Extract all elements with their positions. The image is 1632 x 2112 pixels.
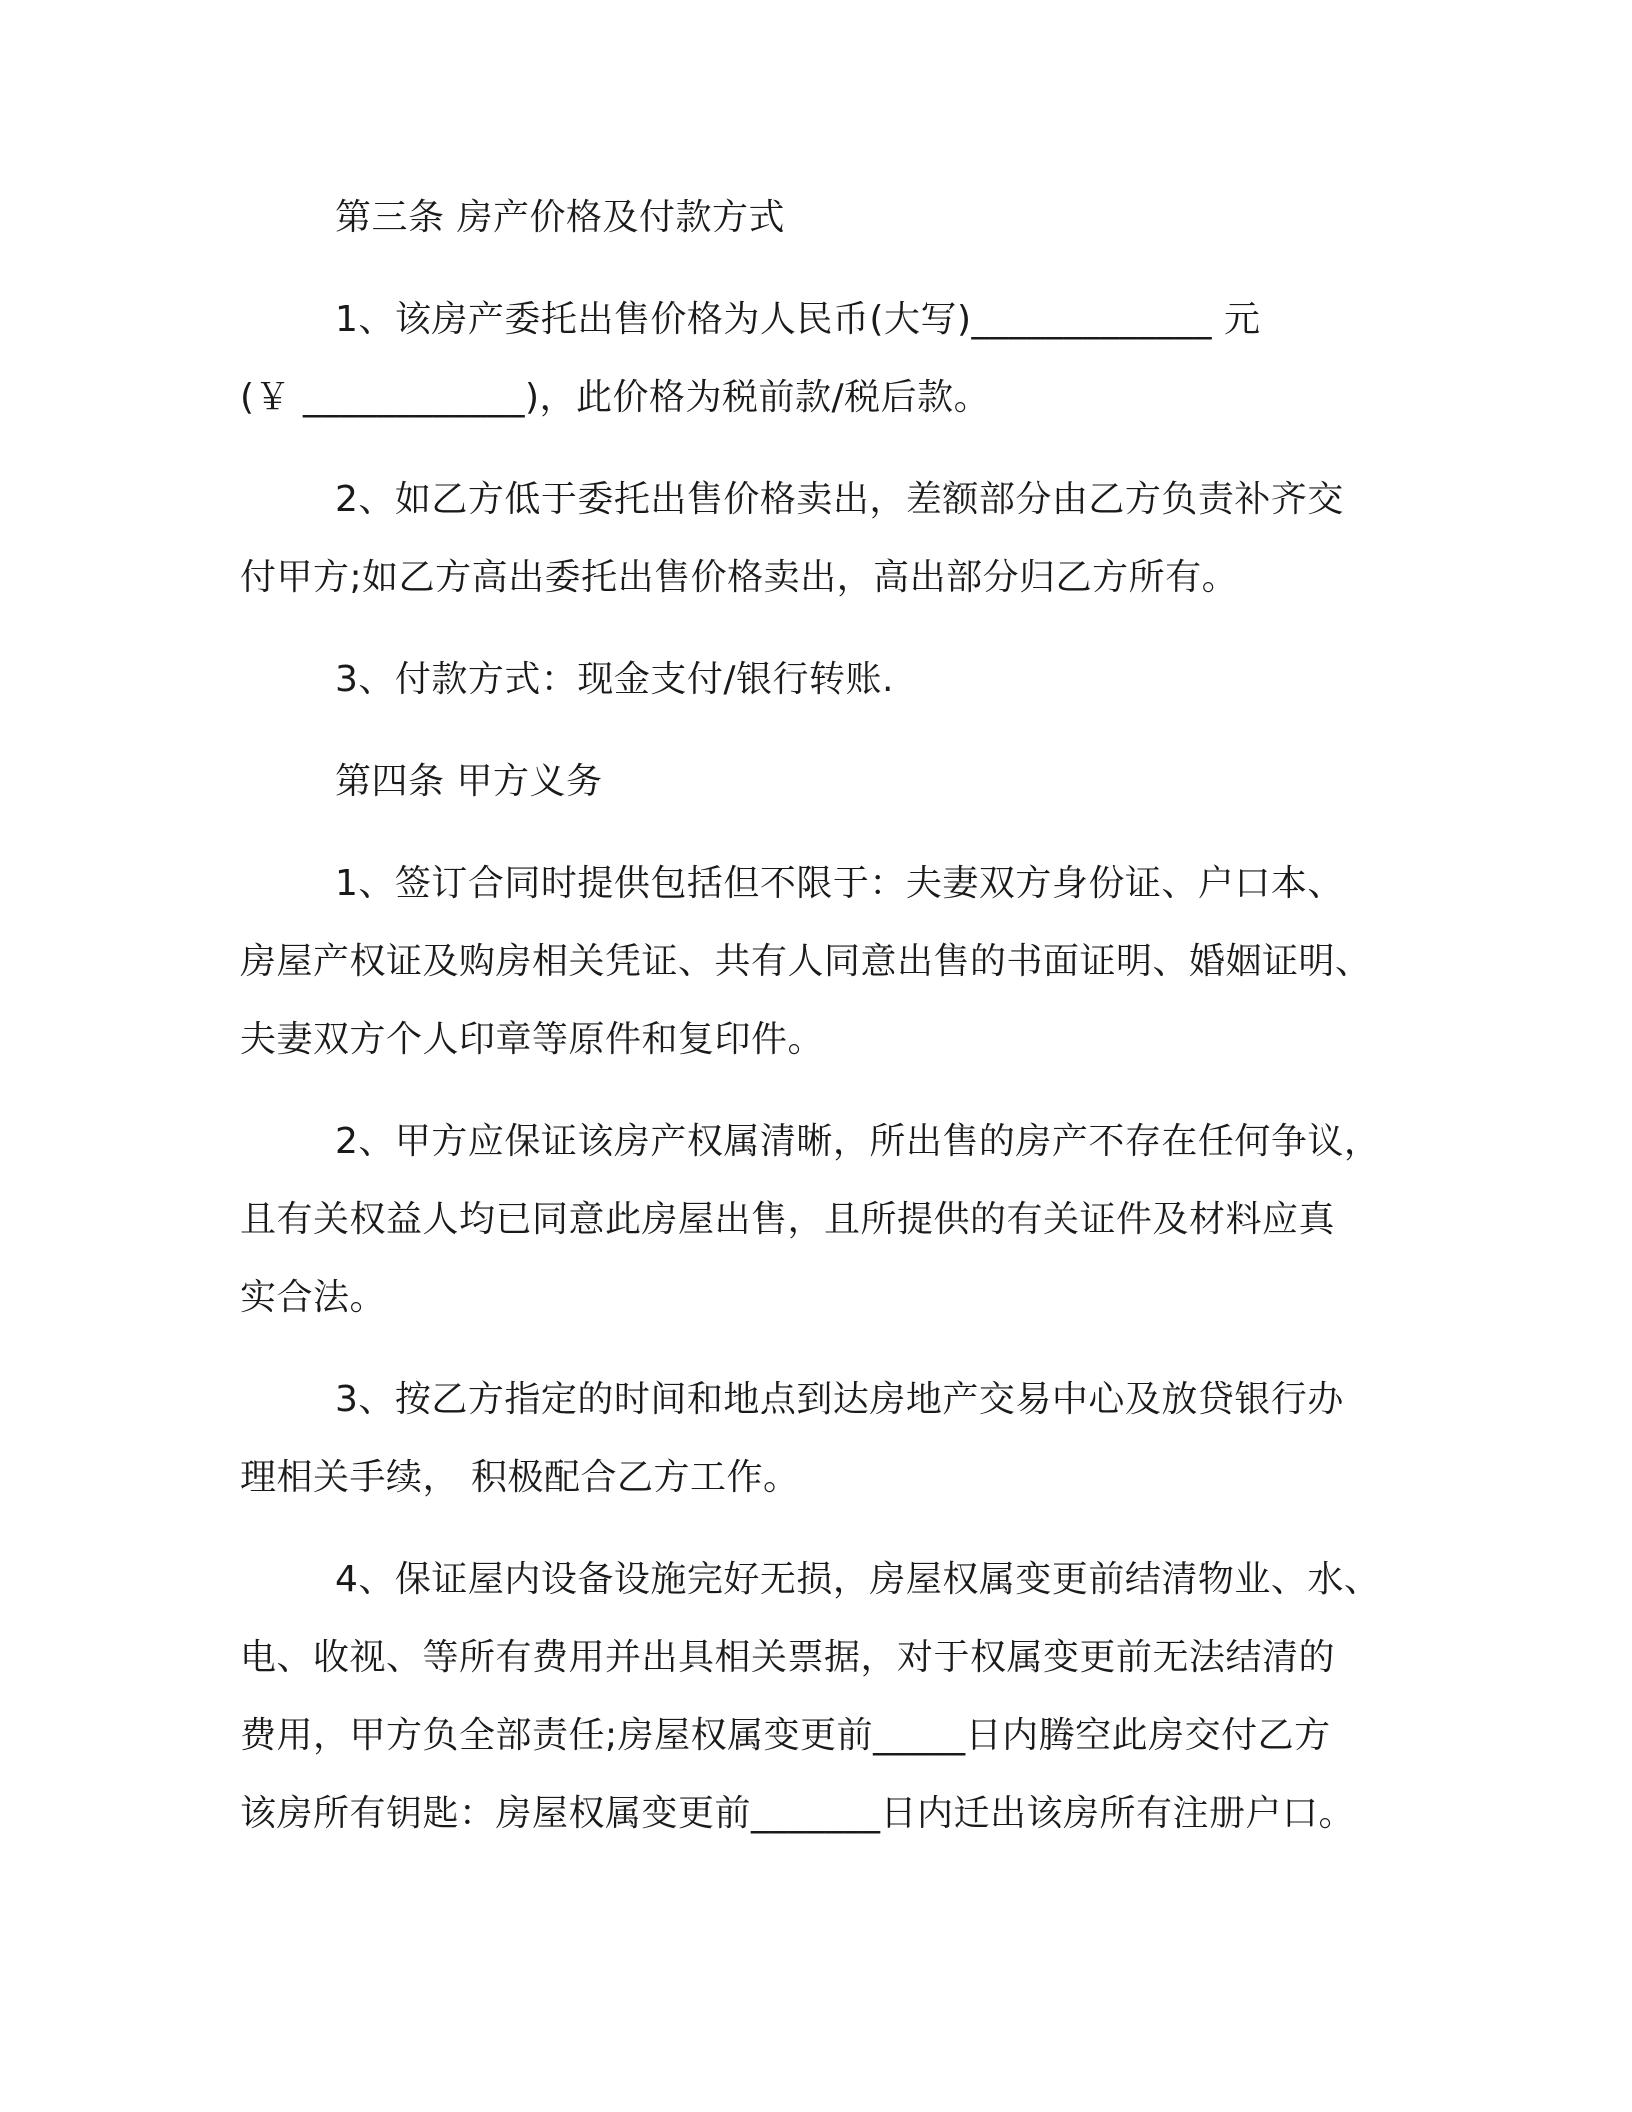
- article-4-item-2-line-1: 2、甲方应保证该房产权属清晰，所出售的房产不存在任何争议，: [335, 1121, 1381, 1162]
- article-3-item-2-line-2: 付甲方;如乙方高出委托出售价格卖出，高出部分归乙方所有。: [240, 557, 1239, 598]
- article-4-item-4-line-2: 电、收视、等所有费用并出具相关票据，对于权属变更前无法结清的: [240, 1637, 1336, 1678]
- article-4-heading: 第四条 甲方义务: [335, 761, 603, 802]
- article-4-item-1-line-1: 1、签订合同时提供包括但不限于：夫妻双方身份证、户口本、: [335, 863, 1344, 904]
- article-4-item-4-line-3: 费用，甲方负全部责任;房屋权属变更前_____日内腾空此房交付乙方: [240, 1715, 1331, 1756]
- article-4-item-3-line-1: 3、按乙方指定的时间和地点到达房地产交易中心及放贷银行办: [335, 1379, 1344, 1420]
- article-4-item-4-line-4: 该房所有钥匙：房屋权属变更前_______日内迁出该房所有注册户口。: [240, 1793, 1356, 1834]
- article-3-item-1-line-1: 1、该房产委托出售价格为人民币(大写)_____________ 元: [335, 299, 1261, 340]
- article-4-item-1-line-2: 房屋产权证及购房相关凭证、共有人同意出售的书面证明、婚姻证明、: [240, 941, 1372, 982]
- article-4-item-4-line-1: 4、保证屋内设备设施完好无损，房屋权属变更前结清物业、水、: [335, 1559, 1381, 1600]
- article-4-item-3-line-2: 理相关手续， 积极配合乙方工作。: [240, 1457, 800, 1498]
- article-3-item-3-line-1: 3、付款方式：现金支付/银行转账.: [335, 659, 894, 700]
- article-3-item-2-line-1: 2、如乙方低于委托出售价格卖出，差额部分由乙方负责补齐交: [335, 479, 1344, 520]
- article-3-heading: 第三条 房产价格及付款方式: [335, 197, 785, 238]
- article-4-item-2-line-3: 实合法。: [240, 1277, 387, 1318]
- article-4-item-1-line-3: 夫妻双方个人印章等原件和复印件。: [240, 1019, 825, 1060]
- article-3-item-1-line-2: (￥ ____________)，此价格为税前款/税后款。: [240, 377, 991, 418]
- article-4-item-2-line-2: 且有关权益人均已同意此房屋出售，且所提供的有关证件及材料应真: [240, 1199, 1336, 1240]
